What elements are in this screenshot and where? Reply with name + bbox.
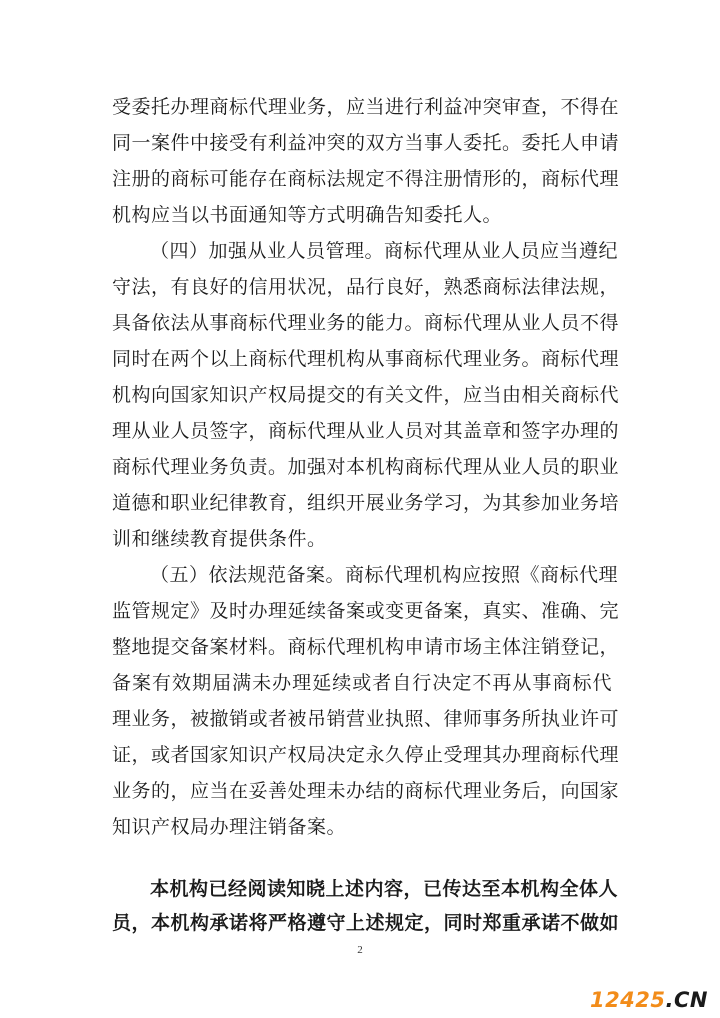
text-line: （四）加强从业人员管理。商标代理从业人员应当遵纪 <box>150 240 619 262</box>
watermark-dot: . <box>665 988 674 1012</box>
text-line: 训和继续教育提供条件。 <box>112 528 327 550</box>
text-line: 员，本机构承诺将严格遵守上述规定，同时郑重承诺不做如 <box>112 912 620 934</box>
text-line: 本机构已经阅读知晓上述内容，已传达至本机构全体人 <box>150 878 619 900</box>
watermark-suffix: CN <box>674 988 708 1012</box>
text-line: 注册的商标可能存在商标法规定不得注册情形的，商标代理 <box>112 168 620 190</box>
text-line: 监管规定》及时办理延续备案或变更备案，真实、准确、完 <box>112 600 620 622</box>
text-line: 理业务，被撤销或者被吊销营业执照、律师事务所执业许可 <box>112 708 620 730</box>
text-line: 业务的，应当在妥善处理未办结的商标代理业务后，向国家 <box>112 780 620 802</box>
text-line: 同一案件中接受有利益冲突的双方当事人委托。委托人申请 <box>112 132 620 154</box>
text-line: 受委托办理商标代理业务，应当进行利益冲突审查，不得在 <box>112 96 620 118</box>
text-line: 整地提交备案材料。商标代理机构申请市场主体注销登记， <box>112 636 620 658</box>
watermark-number: 12425 <box>589 988 666 1012</box>
page-number: 2 <box>357 944 363 956</box>
site-watermark <box>590 988 708 1012</box>
text-line: 理从业人员签字，商标代理从业人员对其盖章和签字办理的 <box>112 420 620 442</box>
text-line: 机构应当以书面通知等方式明确告知委托人。 <box>112 204 503 226</box>
text-line: 知识产权局办理注销备案。 <box>112 816 347 838</box>
text-line: 同时在两个以上商标代理机构从事商标代理业务。商标代理 <box>112 348 620 370</box>
text-line: （五）依法规范备案。商标代理机构应按照《商标代理 <box>150 564 619 586</box>
text-line: 守法，有良好的信用状况，品行良好，熟悉商标法律法规， <box>112 276 620 298</box>
text-line: 备案有效期届满未办理延续或者自行决定不再从事商标代 <box>112 672 612 694</box>
text-line: 道德和职业纪律教育，组织开展业务学习，为其参加业务培 <box>112 492 620 514</box>
text-line: 具备依法从事商标代理业务的能力。商标代理从业人员不得 <box>112 312 620 334</box>
text-line: 商标代理业务负责。加强对本机构商标代理从业人员的职业 <box>112 456 620 478</box>
text-line: 机构向国家知识产权局提交的有关文件，应当由相关商标代 <box>112 384 620 406</box>
text-line: 证，或者国家知识产权局决定永久停止受理其办理商标代理 <box>112 744 620 766</box>
